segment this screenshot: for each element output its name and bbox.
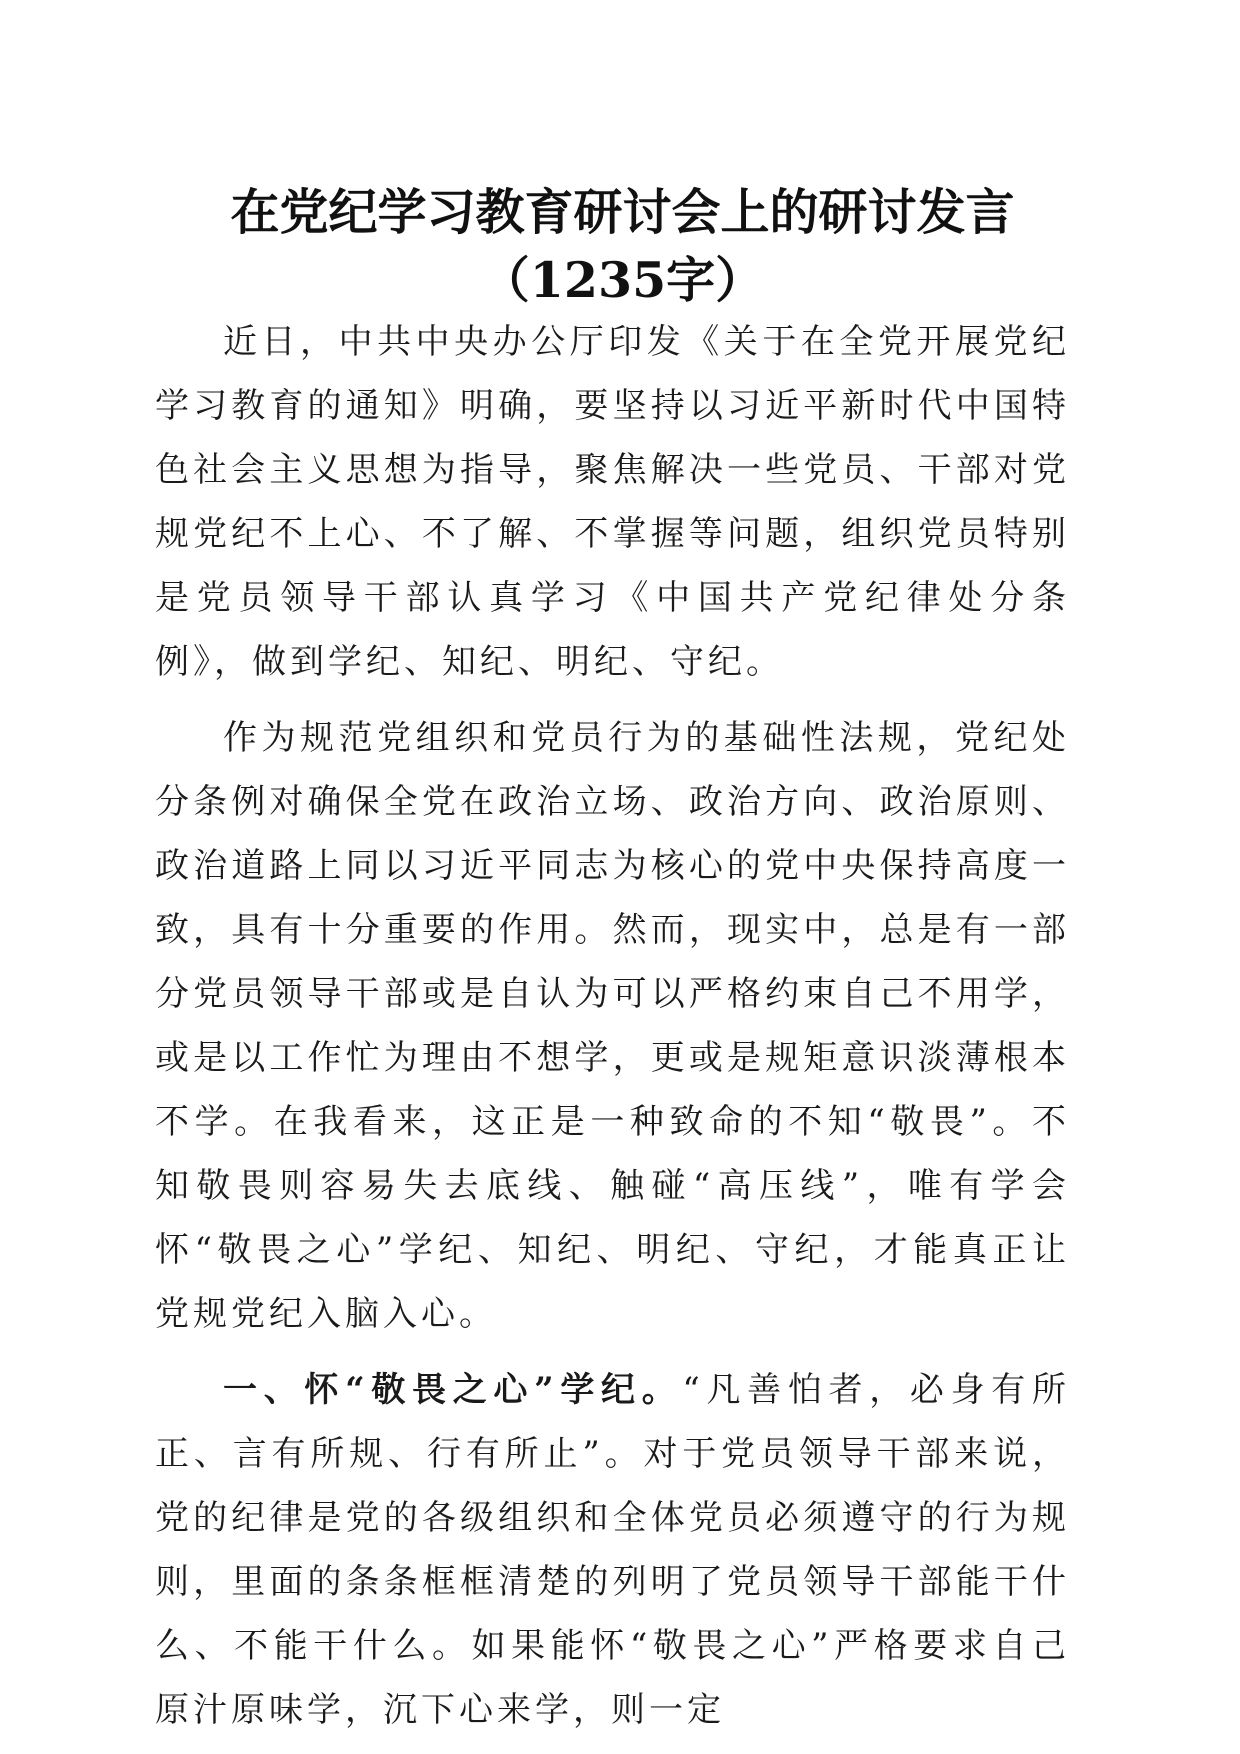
paragraph-text: 近日，中共中央办公厅印发《关于在全党开展党纪学习教育的通知》明确，要坚持以习近平新时代中国特色社会主义思想为指导，聚焦解决一些党员、干部对党规党纪不上心、不了解、不掌握等问题，组织党员特别是党员领导干部认真学习《中国共产党纪律处分条例》，做到学纪、知纪、明纪、守纪。 bbox=[155, 322, 1070, 682]
paragraph-text: 作为规范党组织和党员行为的基础性法规，党纪处分条例对确保全党在政治立场、政治方向、政治原则、政治道路上同以习近平同志为核心的党中央保持高度一致，具有十分重要的作用。然而，现实中，总是有一部分党员领导干部或是自认为可以严格约束自己不用学，或是以工作忙为理由不想学，更或是规矩意识淡薄根本不学。在我看来，这正是一种致命的不知“敬畏”。不知敬畏则容易失去底线、触碰“高压线”，唯有学会怀“敬畏之心”学纪、知纪、明纪、守纪，才能真正让党规党纪入脑入心。 bbox=[155, 718, 1070, 1334]
section-heading: 一、怀“敬畏之心”学纪。 bbox=[223, 1370, 683, 1410]
paragraph-background bbox=[155, 706, 1070, 1346]
document-body bbox=[155, 310, 1070, 1742]
paragraph-text: “凡善怕者，必身有所正、言有所规、行有所止”。对于党员领导干部来说，党的纪律是党的各级组织和全体党员必须遵守的行为规则，里面的条条框框清楚的列明了党员领导干部能干什么、不能干什么。如果能怀“敬畏之心”严格要求自己原汁原味学，沉下心来学，则一定 bbox=[155, 1370, 1070, 1730]
paragraph-section-one bbox=[155, 1358, 1070, 1742]
paragraph-intro bbox=[155, 310, 1070, 694]
document-title: 在党纪学习教育研讨会上的研讨发言（1235字） bbox=[230, 183, 1015, 309]
